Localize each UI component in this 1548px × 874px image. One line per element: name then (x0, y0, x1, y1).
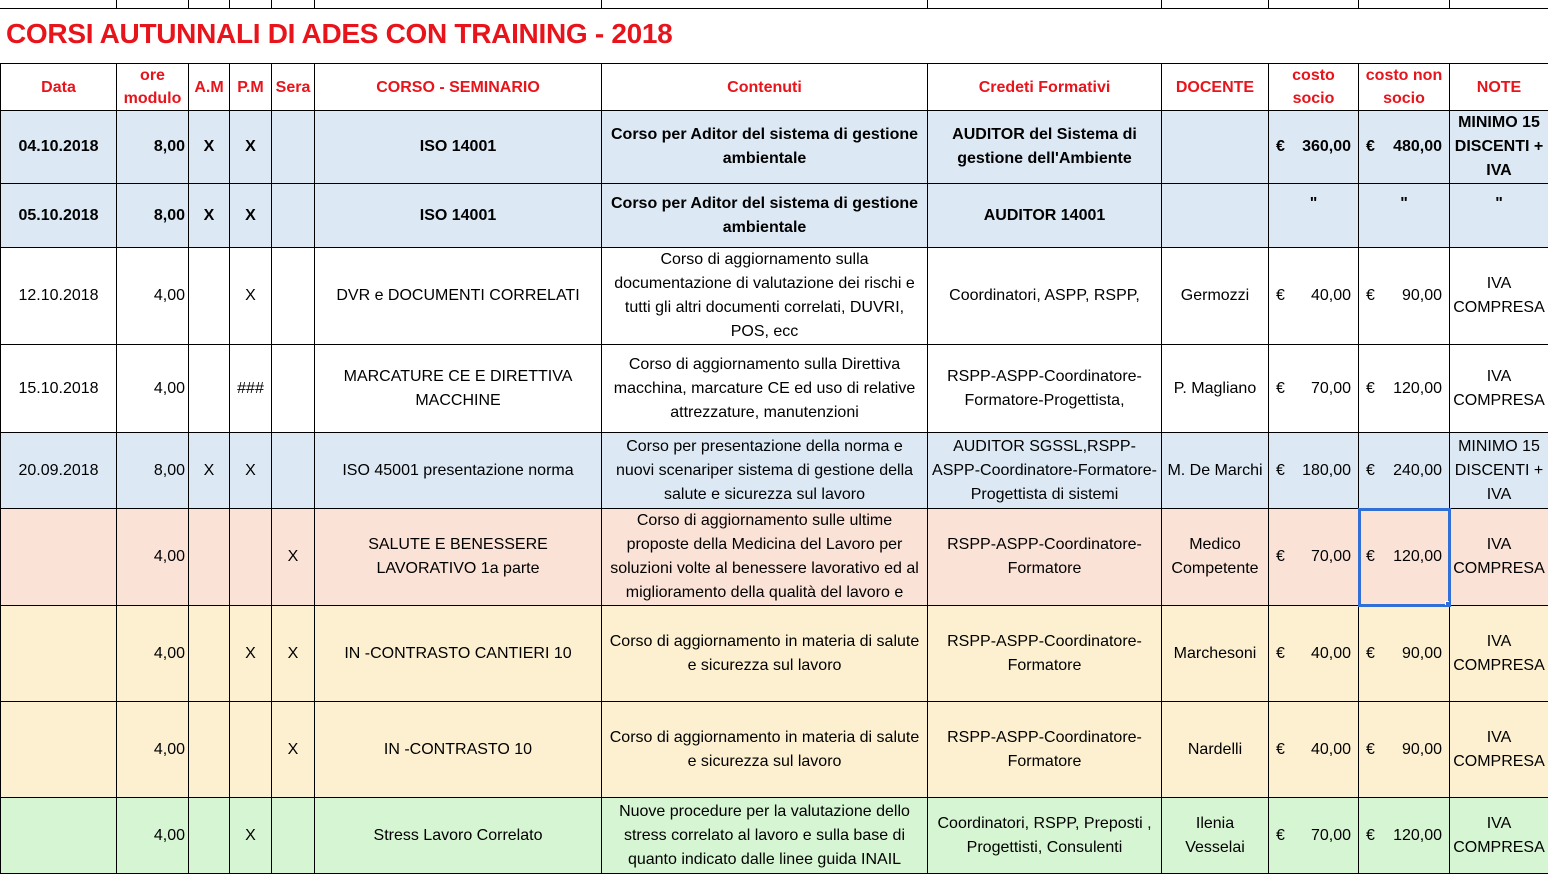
table-row (1, 248, 1548, 345)
cell-note[interactable]: IVA COMPRESA (1450, 798, 1548, 874)
cell-data[interactable] (1, 606, 117, 702)
cell-contenuti[interactable]: Corso per Aditor del sistema di gestione ambientale (602, 111, 928, 184)
cost-value: 90,00 (1402, 284, 1442, 308)
cell-corso[interactable]: ISO 45001 presentazione norma (315, 433, 602, 509)
cell-am[interactable]: X (189, 111, 230, 184)
table-row (1, 111, 1548, 184)
cell-ore[interactable]: 8,00 (117, 433, 189, 509)
cell-crediti[interactable]: RSPP-ASPP-Coordinatore-Formatore (928, 702, 1162, 798)
cell-note[interactable]: IVA COMPRESA (1450, 248, 1548, 345)
cost-value: 180,00 (1302, 459, 1351, 483)
cell-docente[interactable] (1162, 111, 1269, 184)
cell-data[interactable]: 20.09.2018 (1, 433, 117, 509)
cost-value: 90,00 (1402, 738, 1442, 762)
cell-note[interactable]: IVA COMPRESA (1450, 509, 1548, 606)
cell-pm[interactable]: ### (230, 345, 272, 433)
cell-note[interactable]: IVA COMPRESA (1450, 345, 1548, 433)
header-row (1, 64, 1548, 111)
cell-ore[interactable]: 4,00 (117, 345, 189, 433)
cell-ore[interactable]: 4,00 (117, 606, 189, 702)
cell-docente[interactable]: Nardelli (1162, 702, 1269, 798)
cell-sera[interactable] (272, 433, 315, 509)
cell-pm[interactable] (230, 702, 272, 798)
cell-docente[interactable]: Ilenia Vesselai (1162, 798, 1269, 874)
cell-sera[interactable] (272, 184, 315, 248)
cell-am[interactable] (189, 509, 230, 606)
cell-crediti[interactable]: AUDITOR SGSSL,RSPP-ASPP-Coordinatore-Formatore-Progettista di sistemi (928, 433, 1162, 509)
cell-note[interactable]: MINIMO 15 DISCENTI + IVA (1450, 433, 1548, 509)
cell-corso[interactable]: IN -CONTRASTO 10 (315, 702, 602, 798)
cell-docente[interactable]: Germozzi (1162, 248, 1269, 345)
cell-contenuti[interactable]: Corso di aggiornamento sulle ultime proposte della Medicina del Lavoro per soluzioni volte al benessere lavorativo ed al miglioramento della qualità del lavoro e (602, 509, 928, 606)
cell-pm[interactable]: X (230, 606, 272, 702)
cell-ore[interactable]: 4,00 (117, 702, 189, 798)
cost-value: 70,00 (1311, 377, 1351, 401)
cell-costo-non-socio[interactable]: " (1359, 184, 1450, 248)
cell-sera[interactable]: X (272, 702, 315, 798)
cell-costo-non-socio[interactable] (1359, 248, 1450, 345)
cell-am[interactable] (189, 606, 230, 702)
cell-costo-socio[interactable] (1269, 509, 1359, 606)
currency-symbol: € (1276, 545, 1285, 569)
cell-docente[interactable]: Marchesoni (1162, 606, 1269, 702)
table-row (1, 702, 1548, 798)
cell-am[interactable]: X (189, 433, 230, 509)
cost-value: 120,00 (1393, 377, 1442, 401)
currency-symbol: € (1276, 377, 1285, 401)
cell-costo-socio[interactable]: " (1269, 184, 1359, 248)
cell-crediti[interactable]: AUDITOR del Sistema di gestione dell'Ambiente (928, 111, 1162, 184)
cost-value: 120,00 (1393, 545, 1442, 569)
cell-am[interactable] (189, 248, 230, 345)
currency-symbol: € (1276, 642, 1285, 666)
cost-value: 40,00 (1311, 284, 1351, 308)
cell-costo-non-socio[interactable] (1359, 702, 1450, 798)
cell-ore[interactable]: 4,00 (117, 248, 189, 345)
cell-crediti[interactable]: AUDITOR 14001 (928, 184, 1162, 248)
sheet-title[interactable]: CORSI AUTUNNALI DI ADES CON TRAINING - 2018 (6, 14, 672, 54)
cell-ore[interactable]: 4,00 (117, 509, 189, 606)
cell-data[interactable]: 12.10.2018 (1, 248, 117, 345)
header-corso[interactable]: CORSO - SEMINARIO (315, 64, 602, 111)
currency-symbol: € (1276, 135, 1285, 159)
cell-data[interactable]: 15.10.2018 (1, 345, 117, 433)
cell-pm[interactable]: X (230, 111, 272, 184)
cell-crediti[interactable]: RSPP-ASPP-Coordinatore-Formatore (928, 509, 1162, 606)
cell-ore[interactable]: 8,00 (117, 184, 189, 248)
cell-contenuti[interactable]: Corso per Aditor del sistema di gestione ambientale (602, 184, 928, 248)
cell-costo-socio[interactable] (1269, 345, 1359, 433)
table-row (1, 433, 1548, 509)
cell-docente[interactable]: Medico Competente (1162, 509, 1269, 606)
cell-sera[interactable] (272, 345, 315, 433)
table-row (1, 345, 1548, 433)
currency-symbol: € (1276, 284, 1285, 308)
cell-corso[interactable]: ISO 14001 (315, 111, 602, 184)
cost-value: 40,00 (1311, 738, 1351, 762)
cell-data[interactable] (1, 702, 117, 798)
cell-contenuti[interactable]: Corso per presentazione della norma e nuovi scenariper sistema di gestione della salute e sicurezza sul lavoro (602, 433, 928, 509)
cell-costo-non-socio[interactable] (1359, 606, 1450, 702)
fill-handle[interactable] (1445, 601, 1450, 606)
cell-contenuti[interactable]: Corso di aggiornamento sulla Direttiva macchina, marcature CE ed uso di relative attrezzature, manutenzioni (602, 345, 928, 433)
header-note[interactable]: NOTE (1450, 64, 1548, 111)
currency-symbol: € (1276, 738, 1285, 762)
cost-value: 240,00 (1393, 459, 1442, 483)
cell-crediti[interactable]: Coordinatori, RSPP, Preposti , Progettisti, Consulenti (928, 798, 1162, 874)
cell-docente[interactable] (1162, 184, 1269, 248)
cell-sera[interactable] (272, 798, 315, 874)
cell-corso[interactable]: ISO 14001 (315, 184, 602, 248)
cell-am[interactable] (189, 702, 230, 798)
cell-costo-non-socio[interactable] (1359, 433, 1450, 509)
cell-corso[interactable]: DVR e DOCUMENTI CORRELATI (315, 248, 602, 345)
cell-sera[interactable]: X (272, 509, 315, 606)
cell-corso[interactable]: SALUTE E BENESSERE LAVORATIVO 1a parte (315, 509, 602, 606)
header-costo-socio[interactable]: costo socio (1269, 64, 1359, 111)
currency-symbol: € (1366, 642, 1375, 666)
previous-row-strip[interactable] (0, 0, 1548, 9)
header-contenuti[interactable]: Contenuti (602, 64, 928, 111)
cell-costo-socio[interactable] (1269, 702, 1359, 798)
cost-value: 70,00 (1311, 545, 1351, 569)
cell-data[interactable]: 05.10.2018 (1, 184, 117, 248)
table-row (1, 509, 1548, 606)
cell-note[interactable]: MINIMO 15 DISCENTI + IVA (1450, 111, 1548, 184)
cell-contenuti[interactable]: Corso di aggiornamento in materia di salute e sicurezza sul lavoro (602, 702, 928, 798)
cell-contenuti[interactable]: Corso di aggiornamento in materia di salute e sicurezza sul lavoro (602, 606, 928, 702)
cell-costo-non-socio[interactable] (1359, 798, 1450, 874)
cell-am[interactable] (189, 798, 230, 874)
table-row (1, 798, 1548, 874)
cost-value: 40,00 (1311, 642, 1351, 666)
currency-symbol: € (1276, 824, 1285, 848)
cell-ore[interactable]: 8,00 (117, 111, 189, 184)
table-row (1, 606, 1548, 702)
cell-sera[interactable] (272, 111, 315, 184)
currency-symbol: € (1366, 824, 1375, 848)
cost-value: 70,00 (1311, 824, 1351, 848)
header-docente[interactable]: DOCENTE (1162, 64, 1269, 111)
cell-am[interactable] (189, 345, 230, 433)
cost-value: 120,00 (1393, 824, 1442, 848)
cell-costo-socio[interactable] (1269, 798, 1359, 874)
cost-value: 480,00 (1393, 135, 1442, 159)
cell-note[interactable]: " (1450, 184, 1548, 248)
cell-pm[interactable] (230, 509, 272, 606)
cell-costo-non-socio[interactable] (1359, 345, 1450, 433)
cell-pm[interactable]: X (230, 433, 272, 509)
currency-symbol: € (1366, 459, 1375, 483)
cell-data[interactable] (1, 509, 117, 606)
cost-value: 360,00 (1302, 135, 1351, 159)
cell-contenuti[interactable]: Nuove procedure per la valutazione dello stress correlato al lavoro e sulla base di quanto indicato dalle linee guida INAIL (602, 798, 928, 874)
currency-symbol: € (1276, 459, 1285, 483)
cell-corso[interactable]: Stress Lavoro Correlato (315, 798, 602, 874)
cell-costo-socio[interactable] (1269, 606, 1359, 702)
header-crediti[interactable]: Credeti Formativi (928, 64, 1162, 111)
cell-crediti[interactable]: RSPP-ASPP-Coordinatore-Formatore (928, 606, 1162, 702)
cell-costo-socio[interactable] (1269, 111, 1359, 184)
currency-symbol: € (1366, 377, 1375, 401)
cell-costo-socio[interactable] (1269, 433, 1359, 509)
cell-corso[interactable]: IN -CONTRASTO CANTIERI 10 (315, 606, 602, 702)
course-table (0, 63, 1548, 874)
currency-symbol: € (1366, 545, 1375, 569)
cell-pm[interactable]: X (230, 184, 272, 248)
cell-crediti[interactable]: Coordinatori, ASPP, RSPP, (928, 248, 1162, 345)
cell-costo-socio[interactable] (1269, 248, 1359, 345)
cell-data[interactable] (1, 798, 117, 874)
cell-contenuti[interactable]: Corso di aggiornamento sulla documentazione di valutazione dei rischi e tutti gli altri documenti correlati, DUVRI, POS, ecc (602, 248, 928, 345)
cell-crediti[interactable]: RSPP-ASPP-Coordinatore-Formatore-Progettista, (928, 345, 1162, 433)
currency-symbol: € (1366, 135, 1375, 159)
cell-pm[interactable]: X (230, 798, 272, 874)
header-costo-non-socio[interactable]: costo non socio (1359, 64, 1450, 111)
cell-costo-non-socio[interactable] (1359, 111, 1450, 184)
cell-data[interactable]: 04.10.2018 (1, 111, 117, 184)
cell-costo-non-socio-selected[interactable] (1359, 509, 1450, 606)
currency-symbol: € (1366, 284, 1375, 308)
cell-sera[interactable]: X (272, 606, 315, 702)
header-am[interactable]: A.M (189, 64, 230, 111)
table-row (1, 184, 1548, 248)
cell-docente[interactable]: M. De Marchi (1162, 433, 1269, 509)
cell-pm[interactable]: X (230, 248, 272, 345)
cell-ore[interactable]: 4,00 (117, 798, 189, 874)
cell-am[interactable]: X (189, 184, 230, 248)
currency-symbol: € (1366, 738, 1375, 762)
header-pm[interactable]: P.M (230, 64, 272, 111)
cost-value: 90,00 (1402, 642, 1442, 666)
header-ore-modulo[interactable]: ore modulo (117, 64, 189, 111)
cell-docente[interactable]: P. Magliano (1162, 345, 1269, 433)
cell-corso[interactable]: MARCATURE CE E DIRETTIVA MACCHINE (315, 345, 602, 433)
cell-note[interactable]: IVA COMPRESA (1450, 702, 1548, 798)
header-data[interactable]: Data (1, 64, 117, 111)
header-sera[interactable]: Sera (272, 64, 315, 111)
cell-note[interactable]: IVA COMPRESA (1450, 606, 1548, 702)
cell-sera[interactable] (272, 248, 315, 345)
